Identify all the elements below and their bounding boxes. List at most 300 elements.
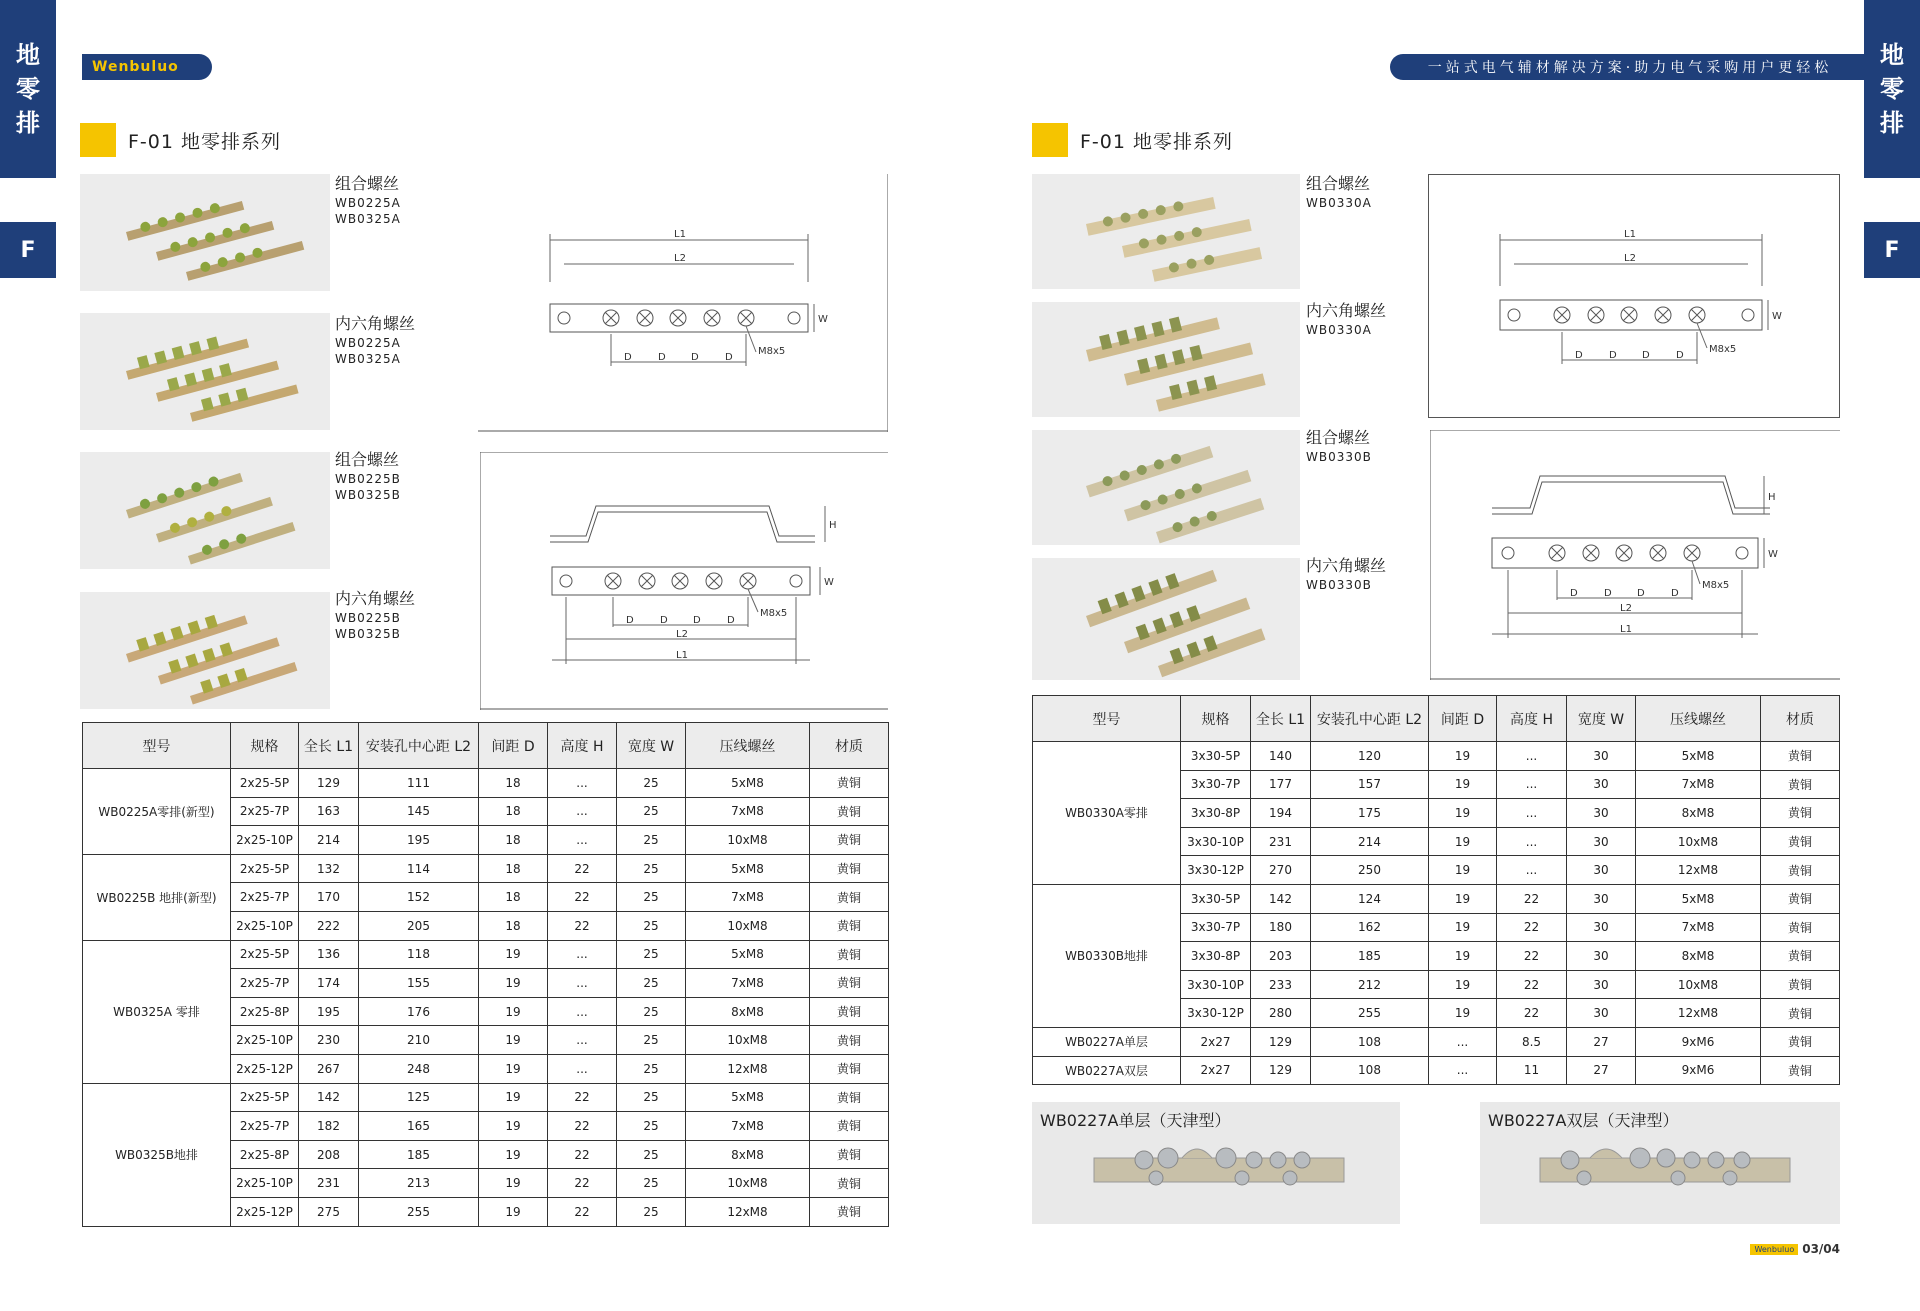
table-cell: ... xyxy=(1497,827,1567,856)
photo-caption: WB0227A双层（天津型） xyxy=(1488,1111,1679,1130)
table-cell: 7xM8 xyxy=(686,969,810,998)
table-cell: 黄铜 xyxy=(1761,913,1840,942)
table-cell: 175 xyxy=(1311,799,1429,828)
product-name: 组合螺丝 xyxy=(335,450,400,469)
table-cell: 25 xyxy=(617,997,686,1026)
table-cell: 195 xyxy=(299,997,359,1026)
table-cell: 250 xyxy=(1311,856,1429,885)
table-cell: 8xM8 xyxy=(1636,942,1761,971)
table-cell: 5xM8 xyxy=(686,769,810,798)
table-cell: 7xM8 xyxy=(1636,770,1761,799)
column-header: 规格 xyxy=(231,723,299,769)
table-cell: 黄铜 xyxy=(1761,1056,1840,1085)
column-header: 规格 xyxy=(1181,696,1251,742)
table-cell: 230 xyxy=(299,1026,359,1055)
table-cell: 195 xyxy=(359,826,479,855)
table-cell: 25 xyxy=(617,1054,686,1083)
table-cell: 129 xyxy=(1251,1027,1311,1056)
table-cell: 3x30-12P xyxy=(1181,999,1251,1028)
table-cell: 25 xyxy=(617,797,686,826)
page-number xyxy=(1750,1242,1840,1256)
table-cell: 30 xyxy=(1567,942,1636,971)
table-cell: 22 xyxy=(1497,942,1567,971)
table-cell: 25 xyxy=(617,1026,686,1055)
product-photo xyxy=(80,592,330,709)
dim-label-d: D xyxy=(658,352,666,363)
table-cell: 3x30-7P xyxy=(1181,913,1251,942)
table-cell: 2x25-7P xyxy=(231,1112,299,1141)
table-cell: 118 xyxy=(359,940,479,969)
product-code: WB0325B xyxy=(335,488,401,502)
table-cell: 145 xyxy=(359,797,479,826)
model-cell: WB0227A双层 xyxy=(1033,1056,1181,1085)
table-cell: 2x25-7P xyxy=(231,883,299,912)
column-header: 高度 H xyxy=(548,723,617,769)
table-cell: 3x30-8P xyxy=(1181,942,1251,971)
product-label xyxy=(335,591,415,642)
title-marker xyxy=(1032,123,1068,157)
product-code: WB0325B xyxy=(335,627,401,641)
product-label xyxy=(1306,303,1386,338)
table-cell: 5xM8 xyxy=(686,940,810,969)
table-cell: 19 xyxy=(479,969,548,998)
table-cell: 2x25-12P xyxy=(231,1054,299,1083)
table-cell: ... xyxy=(548,1026,617,1055)
product-code: WB0330B xyxy=(1306,450,1372,464)
table-cell: 111 xyxy=(359,769,479,798)
table-cell: 黄铜 xyxy=(810,1140,889,1169)
table-cell: 黄铜 xyxy=(810,997,889,1026)
table-cell: 19 xyxy=(1429,799,1497,828)
table-cell: 213 xyxy=(359,1169,479,1198)
table-cell: 2x25-5P xyxy=(231,940,299,969)
table-cell: 18 xyxy=(479,911,548,940)
table-cell: 27 xyxy=(1567,1056,1636,1085)
column-header: 压线螺丝 xyxy=(686,723,810,769)
table-cell: 231 xyxy=(299,1169,359,1198)
table-cell: 212 xyxy=(1311,970,1429,999)
table-cell: 黄铜 xyxy=(1761,999,1840,1028)
table-cell: 18 xyxy=(479,797,548,826)
busbar-image xyxy=(1032,558,1300,680)
table-cell: 30 xyxy=(1567,999,1636,1028)
table-cell: 19 xyxy=(479,1083,548,1112)
table-cell: 2x25-10P xyxy=(231,826,299,855)
dim-label-d: D xyxy=(1671,588,1679,599)
product-label xyxy=(335,176,401,227)
model-cell: WB0325B地排 xyxy=(83,1083,231,1226)
table-cell: 270 xyxy=(1251,856,1311,885)
table-cell: 2x25-5P xyxy=(231,1083,299,1112)
flat-busbar-diagram xyxy=(478,174,888,432)
side-tab-char: 地 xyxy=(16,41,40,69)
screw-label: M8x5 xyxy=(758,346,786,357)
product-label xyxy=(1306,430,1372,465)
table-cell: 黄铜 xyxy=(1761,856,1840,885)
table-cell: 129 xyxy=(299,769,359,798)
dim-label-l1: L1 xyxy=(1620,624,1632,635)
table-cell: ... xyxy=(1497,742,1567,771)
dim-label-d: D xyxy=(660,615,668,626)
table-cell: 3x30-7P xyxy=(1181,770,1251,799)
table-cell: 8xM8 xyxy=(686,1140,810,1169)
table-cell: 19 xyxy=(1429,884,1497,913)
table-cell: 5xM8 xyxy=(686,854,810,883)
dim-label-l1: L1 xyxy=(674,229,686,240)
table-cell: ... xyxy=(548,997,617,1026)
product-code: WB0225B xyxy=(335,611,401,625)
column-header: 间距 D xyxy=(1429,696,1497,742)
table-cell: 18 xyxy=(479,854,548,883)
product-label xyxy=(1306,176,1372,211)
dim-label-l2: L2 xyxy=(1624,253,1636,264)
table-cell: 25 xyxy=(617,1140,686,1169)
table-cell: 12xM8 xyxy=(1636,999,1761,1028)
table-cell: 25 xyxy=(617,969,686,998)
table-cell: ... xyxy=(548,769,617,798)
column-header: 型号 xyxy=(83,723,231,769)
table-cell: 2x27 xyxy=(1181,1056,1251,1085)
table-cell: ... xyxy=(1429,1056,1497,1085)
table-cell: 136 xyxy=(299,940,359,969)
table-cell: 233 xyxy=(1251,970,1311,999)
table-cell: 2x25-10P xyxy=(231,1026,299,1055)
table-cell: 8xM8 xyxy=(686,997,810,1026)
table-cell: 22 xyxy=(548,1169,617,1198)
table-cell: 157 xyxy=(1311,770,1429,799)
table-cell: 3x30-12P xyxy=(1181,856,1251,885)
column-header: 材质 xyxy=(1761,696,1840,742)
product-code: WB0325A xyxy=(335,212,401,226)
table-cell: 214 xyxy=(1311,827,1429,856)
table-cell: 黄铜 xyxy=(810,769,889,798)
table-cell: 280 xyxy=(1251,999,1311,1028)
table-cell: 黄铜 xyxy=(810,1054,889,1083)
table-cell: 231 xyxy=(1251,827,1311,856)
page-number-text: 03/04 xyxy=(1802,1242,1840,1256)
table-cell: 124 xyxy=(1311,884,1429,913)
dim-label-d: D xyxy=(1637,588,1645,599)
table-cell: 2x25-10P xyxy=(231,911,299,940)
table-cell: 162 xyxy=(1311,913,1429,942)
dim-label-d: D xyxy=(1676,350,1684,361)
model-cell: WB0225A零排(新型) xyxy=(83,769,231,855)
table-row xyxy=(83,769,889,798)
table-cell: 255 xyxy=(359,1197,479,1226)
side-tab-char: 零 xyxy=(16,75,40,103)
table-cell: 30 xyxy=(1567,827,1636,856)
product-photo xyxy=(80,174,330,291)
table-cell: 19 xyxy=(479,1054,548,1083)
table-cell: 8.5 xyxy=(1497,1027,1567,1056)
product-photo xyxy=(1032,174,1300,289)
table-cell: ... xyxy=(1429,1027,1497,1056)
busbar-image xyxy=(80,174,330,291)
dim-label-d: D xyxy=(1570,588,1578,599)
product-name: 内六角螺丝 xyxy=(1306,301,1387,320)
product-photo xyxy=(80,313,330,430)
product-code: WB0330B xyxy=(1306,578,1372,592)
table-cell: 2x27 xyxy=(1181,1027,1251,1056)
table-cell: 2x25-10P xyxy=(231,1169,299,1198)
table-cell: 210 xyxy=(359,1026,479,1055)
product-label xyxy=(1306,558,1386,593)
table-cell: 12xM8 xyxy=(1636,856,1761,885)
table-cell: 19 xyxy=(479,1112,548,1141)
table-cell: 25 xyxy=(617,769,686,798)
table-cell: 黄铜 xyxy=(1761,942,1840,971)
column-header: 安装孔中心距 L2 xyxy=(359,723,479,769)
busbar-image xyxy=(80,452,330,569)
table-cell: 18 xyxy=(479,769,548,798)
table-cell: 22 xyxy=(548,883,617,912)
table-cell: ... xyxy=(548,797,617,826)
page-tag: Wenbuluo xyxy=(1750,1244,1798,1255)
slogan: 一站式电气辅材解决方案·助力电气采购用户更轻松 xyxy=(1390,54,1870,80)
table-cell: 10xM8 xyxy=(686,1169,810,1198)
brand-name: Wenbuluo xyxy=(82,54,212,80)
table-cell: 22 xyxy=(548,911,617,940)
table-cell: 2x25-7P xyxy=(231,797,299,826)
table-cell: 30 xyxy=(1567,799,1636,828)
product-photo xyxy=(80,452,330,569)
product-name: 内六角螺丝 xyxy=(335,314,416,333)
busbar-image xyxy=(1032,174,1300,289)
table-cell: 19 xyxy=(479,997,548,1026)
product-label xyxy=(335,452,401,503)
table-cell: 22 xyxy=(548,1140,617,1169)
table-cell: 182 xyxy=(299,1112,359,1141)
table-cell: 30 xyxy=(1567,913,1636,942)
table-cell: 194 xyxy=(1251,799,1311,828)
bent-busbar-diagram xyxy=(1430,430,1840,680)
table-cell: 25 xyxy=(617,854,686,883)
table-cell: 3x30-5P xyxy=(1181,884,1251,913)
product-photo-wb0227a-double xyxy=(1480,1102,1840,1224)
dim-label-d: D xyxy=(626,615,634,626)
table-cell: ... xyxy=(1497,799,1567,828)
table-cell: 黄铜 xyxy=(1761,742,1840,771)
section-letter-tab-right: F xyxy=(1864,222,1920,278)
dim-label-d: D xyxy=(1609,350,1617,361)
model-cell: WB0225B 地排(新型) xyxy=(83,854,231,940)
section-title-text: F-01 地零排系列 xyxy=(128,130,282,153)
product-code: WB0330A xyxy=(1306,323,1372,337)
dim-label-d: D xyxy=(624,352,632,363)
table-cell: 10xM8 xyxy=(1636,827,1761,856)
table-cell: 黄铜 xyxy=(1761,884,1840,913)
table-row xyxy=(1033,884,1840,913)
section-title-left xyxy=(80,123,281,157)
dim-label-h: H xyxy=(829,520,837,531)
table-cell: 185 xyxy=(359,1140,479,1169)
table-cell: 黄铜 xyxy=(810,940,889,969)
product-name: 内六角螺丝 xyxy=(335,589,416,608)
section-title-right xyxy=(1032,123,1233,157)
table-cell: ... xyxy=(548,826,617,855)
table-cell: 2x25-5P xyxy=(231,854,299,883)
column-header: 高度 H xyxy=(1497,696,1567,742)
product-name: 组合螺丝 xyxy=(1306,174,1371,193)
dim-label-d: D xyxy=(1604,588,1612,599)
table-cell: 19 xyxy=(1429,742,1497,771)
dim-label-l1: L1 xyxy=(676,650,688,661)
table-cell: ... xyxy=(548,969,617,998)
busbar-image xyxy=(80,313,330,430)
table-cell: 黄铜 xyxy=(810,854,889,883)
table-cell: 黄铜 xyxy=(810,797,889,826)
table-cell: 142 xyxy=(1251,884,1311,913)
table-cell: 255 xyxy=(1311,999,1429,1028)
side-tab-char: 排 xyxy=(16,109,40,137)
table-cell: 10xM8 xyxy=(686,826,810,855)
table-cell: 19 xyxy=(479,1026,548,1055)
table-cell: 7xM8 xyxy=(1636,913,1761,942)
table-cell: 9xM6 xyxy=(1636,1056,1761,1085)
dim-label-w: W xyxy=(818,314,828,325)
screw-label: M8x5 xyxy=(1709,344,1737,355)
table-cell: 黄铜 xyxy=(810,1169,889,1198)
table-cell: 30 xyxy=(1567,884,1636,913)
table-cell: 25 xyxy=(617,940,686,969)
table-cell: 142 xyxy=(299,1083,359,1112)
product-name: 内六角螺丝 xyxy=(1306,556,1387,575)
table-cell: 185 xyxy=(1311,942,1429,971)
table-cell: 19 xyxy=(479,1197,548,1226)
table-cell: 5xM8 xyxy=(1636,884,1761,913)
table-cell: 25 xyxy=(617,911,686,940)
table-cell: 19 xyxy=(1429,770,1497,799)
table-cell: 275 xyxy=(299,1197,359,1226)
table-cell: 30 xyxy=(1567,856,1636,885)
column-header: 宽度 W xyxy=(1567,696,1636,742)
dim-label-d: D xyxy=(1575,350,1583,361)
table-row xyxy=(1033,742,1840,771)
table-cell: 3x30-10P xyxy=(1181,970,1251,999)
table-row xyxy=(83,854,889,883)
table-cell: 108 xyxy=(1311,1027,1429,1056)
model-cell: WB0227A单层 xyxy=(1033,1027,1181,1056)
table-cell: 黄铜 xyxy=(1761,970,1840,999)
column-header: 安装孔中心距 L2 xyxy=(1311,696,1429,742)
product-photo xyxy=(1032,430,1300,545)
table-cell: 163 xyxy=(299,797,359,826)
table-cell: 5xM8 xyxy=(686,1083,810,1112)
table-cell: 120 xyxy=(1311,742,1429,771)
table-cell: 22 xyxy=(548,1083,617,1112)
table-cell: ... xyxy=(548,940,617,969)
product-name: 组合螺丝 xyxy=(1306,428,1371,447)
table-cell: 12xM8 xyxy=(686,1054,810,1083)
model-cell: WB0330A零排 xyxy=(1033,742,1181,885)
table-cell: 5xM8 xyxy=(1636,742,1761,771)
table-cell: 2x25-7P xyxy=(231,969,299,998)
table-cell: 2x25-8P xyxy=(231,1140,299,1169)
table-cell: 黄铜 xyxy=(810,911,889,940)
table-header-row xyxy=(83,723,889,769)
dim-label-d: D xyxy=(691,352,699,363)
table-cell: 黄铜 xyxy=(1761,770,1840,799)
table-cell: 19 xyxy=(479,1140,548,1169)
table-cell: 19 xyxy=(479,1169,548,1198)
busbar-image xyxy=(1032,430,1300,545)
table-row xyxy=(83,1083,889,1112)
left-spec-table xyxy=(82,722,889,1227)
table-cell: 3x30-5P xyxy=(1181,742,1251,771)
table-cell: 黄铜 xyxy=(810,826,889,855)
model-cell: WB0325A 零排 xyxy=(83,940,231,1083)
side-tab-right xyxy=(1864,0,1920,178)
table-cell: 180 xyxy=(1251,913,1311,942)
table-cell: 108 xyxy=(1311,1056,1429,1085)
column-header: 全长 L1 xyxy=(1251,696,1311,742)
dim-label-h: H xyxy=(1768,492,1776,503)
table-cell: 7xM8 xyxy=(686,883,810,912)
table-cell: 25 xyxy=(617,883,686,912)
dim-label-d: D xyxy=(725,352,733,363)
table-cell: 177 xyxy=(1251,770,1311,799)
dim-label-l1: L1 xyxy=(1624,229,1636,240)
product-photo-wb0227a-single xyxy=(1032,1102,1400,1224)
table-cell: 2x25-8P xyxy=(231,997,299,1026)
table-cell: 25 xyxy=(617,1112,686,1141)
table-cell: 19 xyxy=(1429,999,1497,1028)
dim-label-w: W xyxy=(1772,311,1782,322)
table-cell: 176 xyxy=(359,997,479,1026)
table-cell: 10xM8 xyxy=(686,911,810,940)
dim-label-d: D xyxy=(1642,350,1650,361)
product-photo xyxy=(1032,302,1300,417)
table-cell: 165 xyxy=(359,1112,479,1141)
table-cell: 黄铜 xyxy=(810,1026,889,1055)
product-label xyxy=(335,316,415,367)
product-code: WB0225B xyxy=(335,472,401,486)
column-header: 全长 L1 xyxy=(299,723,359,769)
dim-label-w: W xyxy=(1768,549,1778,560)
table-cell: 30 xyxy=(1567,970,1636,999)
table-cell: 黄铜 xyxy=(810,969,889,998)
table-cell: ... xyxy=(1497,856,1567,885)
table-cell: 12xM8 xyxy=(686,1197,810,1226)
table-cell: 2x25-12P xyxy=(231,1197,299,1226)
table-cell: 10xM8 xyxy=(686,1026,810,1055)
table-cell: 222 xyxy=(299,911,359,940)
table-cell: 黄铜 xyxy=(810,1112,889,1141)
table-cell: 214 xyxy=(299,826,359,855)
table-cell: 125 xyxy=(359,1083,479,1112)
table-cell: 7xM8 xyxy=(686,1112,810,1141)
table-cell: 22 xyxy=(1497,970,1567,999)
side-tab-char: 地 xyxy=(1880,41,1904,69)
table-cell: 黄铜 xyxy=(1761,799,1840,828)
dim-label-d: D xyxy=(693,615,701,626)
dim-label-l2: L2 xyxy=(674,253,686,264)
table-cell: 208 xyxy=(299,1140,359,1169)
title-marker xyxy=(80,123,116,157)
column-header: 间距 D xyxy=(479,723,548,769)
side-tab-left xyxy=(0,0,56,178)
table-cell: 22 xyxy=(548,1112,617,1141)
table-cell: 18 xyxy=(479,826,548,855)
table-cell: 203 xyxy=(1251,942,1311,971)
table-cell: 25 xyxy=(617,826,686,855)
right-spec-table xyxy=(1032,695,1840,1085)
table-cell: 152 xyxy=(359,883,479,912)
product-code: WB0225A xyxy=(335,336,401,350)
product-code: WB0330A xyxy=(1306,196,1372,210)
table-cell: 25 xyxy=(617,1197,686,1226)
table-cell: 114 xyxy=(359,854,479,883)
